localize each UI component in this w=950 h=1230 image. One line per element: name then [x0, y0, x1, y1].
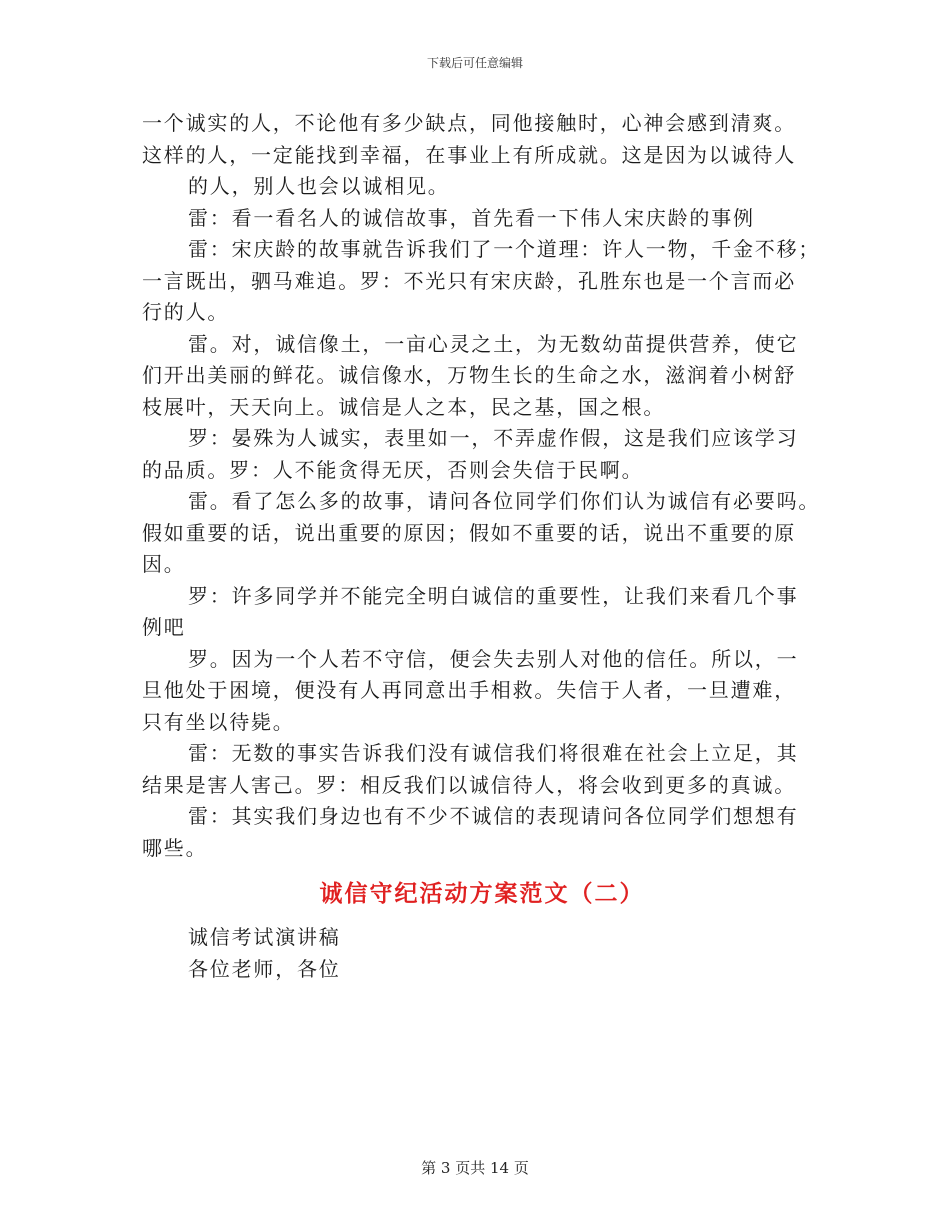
body-line: 假如重要的话，说出重要的原因；假如不重要的话，说出不重要的原 — [142, 520, 796, 545]
body-line: 雷。对，诚信像土，一亩心灵之土，为无数幼苗提供营养，使它 — [188, 331, 799, 356]
section-title: 诚信守纪活动方案范文（二） — [319, 880, 645, 907]
body-line: 罗：许多同学并不能完全明白诚信的重要性，让我们来看几个事 — [188, 583, 799, 608]
page-header: 下载后可任意编辑 — [426, 56, 523, 70]
body-line: 旦他处于困境，便没有人再同意出手相救。失信于人者，一旦遭难， — [142, 678, 796, 702]
body-line: 雷。看了怎么多的故事，请问各位同学们你们认为诚信有必要吗。 — [188, 489, 821, 513]
body-line: 的品质。罗：人不能贪得无厌，否则会失信于民啊。 — [142, 457, 644, 482]
body-line: 因。 — [142, 552, 186, 576]
body-line: 枝展叶，天天向上。诚信是人之本，民之基，国之根。 — [142, 394, 666, 419]
body-line: 罗：晏殊为人诚实，表里如一，不弄虚作假，这是我们应该学习 — [188, 426, 799, 450]
body-line: 雷：其实我们身边也有不少不诚信的表现请问各位同学们想想有 — [188, 804, 799, 828]
body-line: 结果是害人害己。罗：相反我们以诚信待人，将会收到更多的真诚。 — [142, 772, 796, 797]
body-line: 诚信考试演讲稿 — [188, 925, 341, 949]
body-line: 一言既出，驷马难追。罗：不光只有宋庆龄，孔胜东也是一个言而必 — [142, 268, 796, 293]
body-line: 的人，别人也会以诚相见。 — [188, 174, 450, 198]
body-line: 雷：看一看名人的诚信故事，首先看一下伟人宋庆龄的事例 — [188, 205, 755, 230]
body-line: 雷：宋庆龄的故事就告诉我们了一个道理：许人一物，千金不移； — [188, 237, 821, 261]
page-footer: 第 3 页共 14 页 — [421, 1159, 529, 1177]
body-line: 们开出美丽的鲜花。诚信像水，万物生长的生命之水，滋润着小树舒 — [142, 363, 796, 387]
body-line: 行的人。 — [142, 300, 230, 324]
body-line: 只有坐以待毙。 — [142, 709, 295, 734]
body-line: 一个诚实的人，不论他有多少缺点，同他接触时，心神会感到清爽。 — [142, 111, 796, 135]
document-body — [142, 108, 822, 985]
body-line: 这样的人，一定能找到幸福，在事业上有所成就。这是因为以诚待人 — [142, 142, 796, 167]
body-line: 例吧 — [142, 615, 186, 639]
body-line: 哪些。 — [142, 835, 208, 860]
body-line: 罗。因为一个人若不守信，便会失去别人对他的信任。所以，一 — [188, 646, 799, 671]
body-line: 雷：无数的事实告诉我们没有诚信我们将很难在社会上立足，其 — [188, 741, 799, 765]
body-line: 各位老师，各位 — [188, 956, 341, 981]
